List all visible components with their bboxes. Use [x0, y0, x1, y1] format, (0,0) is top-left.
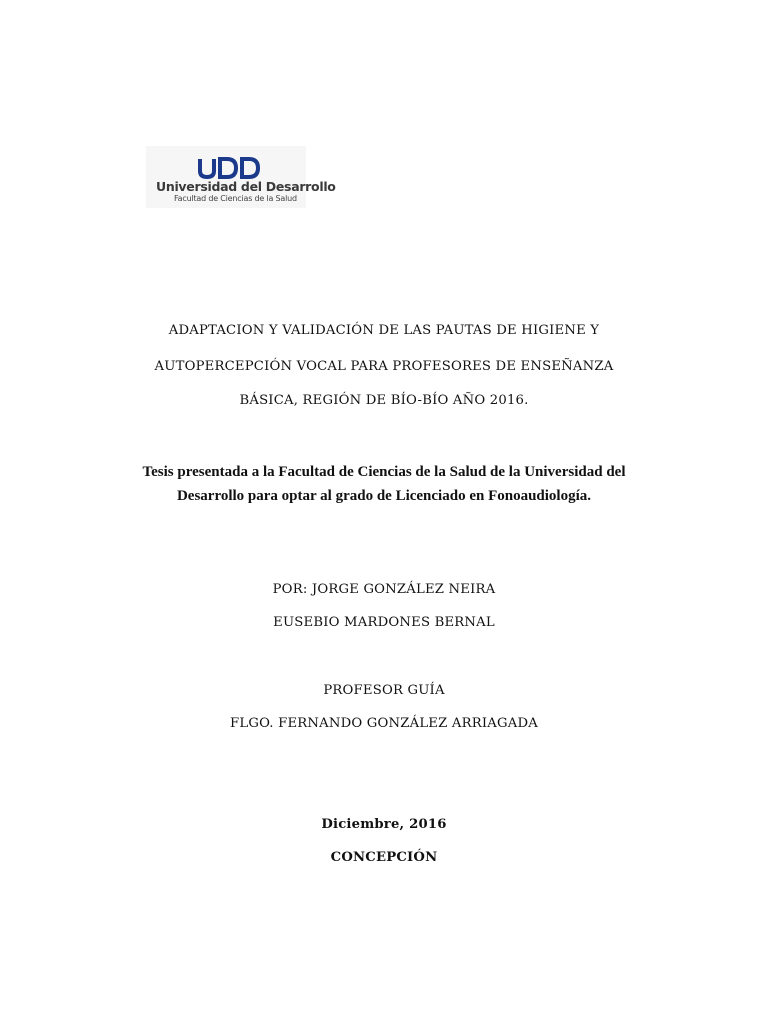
logo-university-name: Universidad del Desarrollo: [156, 179, 336, 194]
date: Diciembre, 2016: [321, 817, 447, 832]
tesis-line-2: Desarrollo para optar al grado de Licenciado en Fonoaudiología.: [176, 488, 592, 504]
title-line-2: AUTOPERCEPCIÓN VOCAL PARA PROFESORES DE ENSEÑANZA: [154, 359, 614, 374]
udd-logo-mark: [198, 157, 260, 179]
advisor-heading: PROFESOR GUÍA: [323, 683, 445, 698]
logo-faculty-name: Facultad de Ciencias de la Salud: [174, 194, 297, 203]
city: CONCEPCIÓN: [330, 850, 438, 865]
authors-line-1: POR: JORGE GONZÁLEZ NEIRA: [272, 582, 496, 597]
university-logo: [146, 146, 336, 208]
tesis-line-1: Tesis presentada a la Facultad de Ciencias de la Salud de la Universidad del: [142, 464, 626, 480]
title-line-3: BÁSICA, REGIÓN DE BÍO-BÍO AÑO 2016.: [239, 393, 529, 408]
title-line-1: ADAPTACION Y VALIDACIÓN DE LAS PAUTAS DE HIGIENE Y: [168, 323, 600, 338]
authors-line-2: EUSEBIO MARDONES BERNAL: [273, 615, 495, 630]
advisor-name: FLGO. FERNANDO GONZÁLEZ ARRIAGADA: [230, 716, 538, 731]
